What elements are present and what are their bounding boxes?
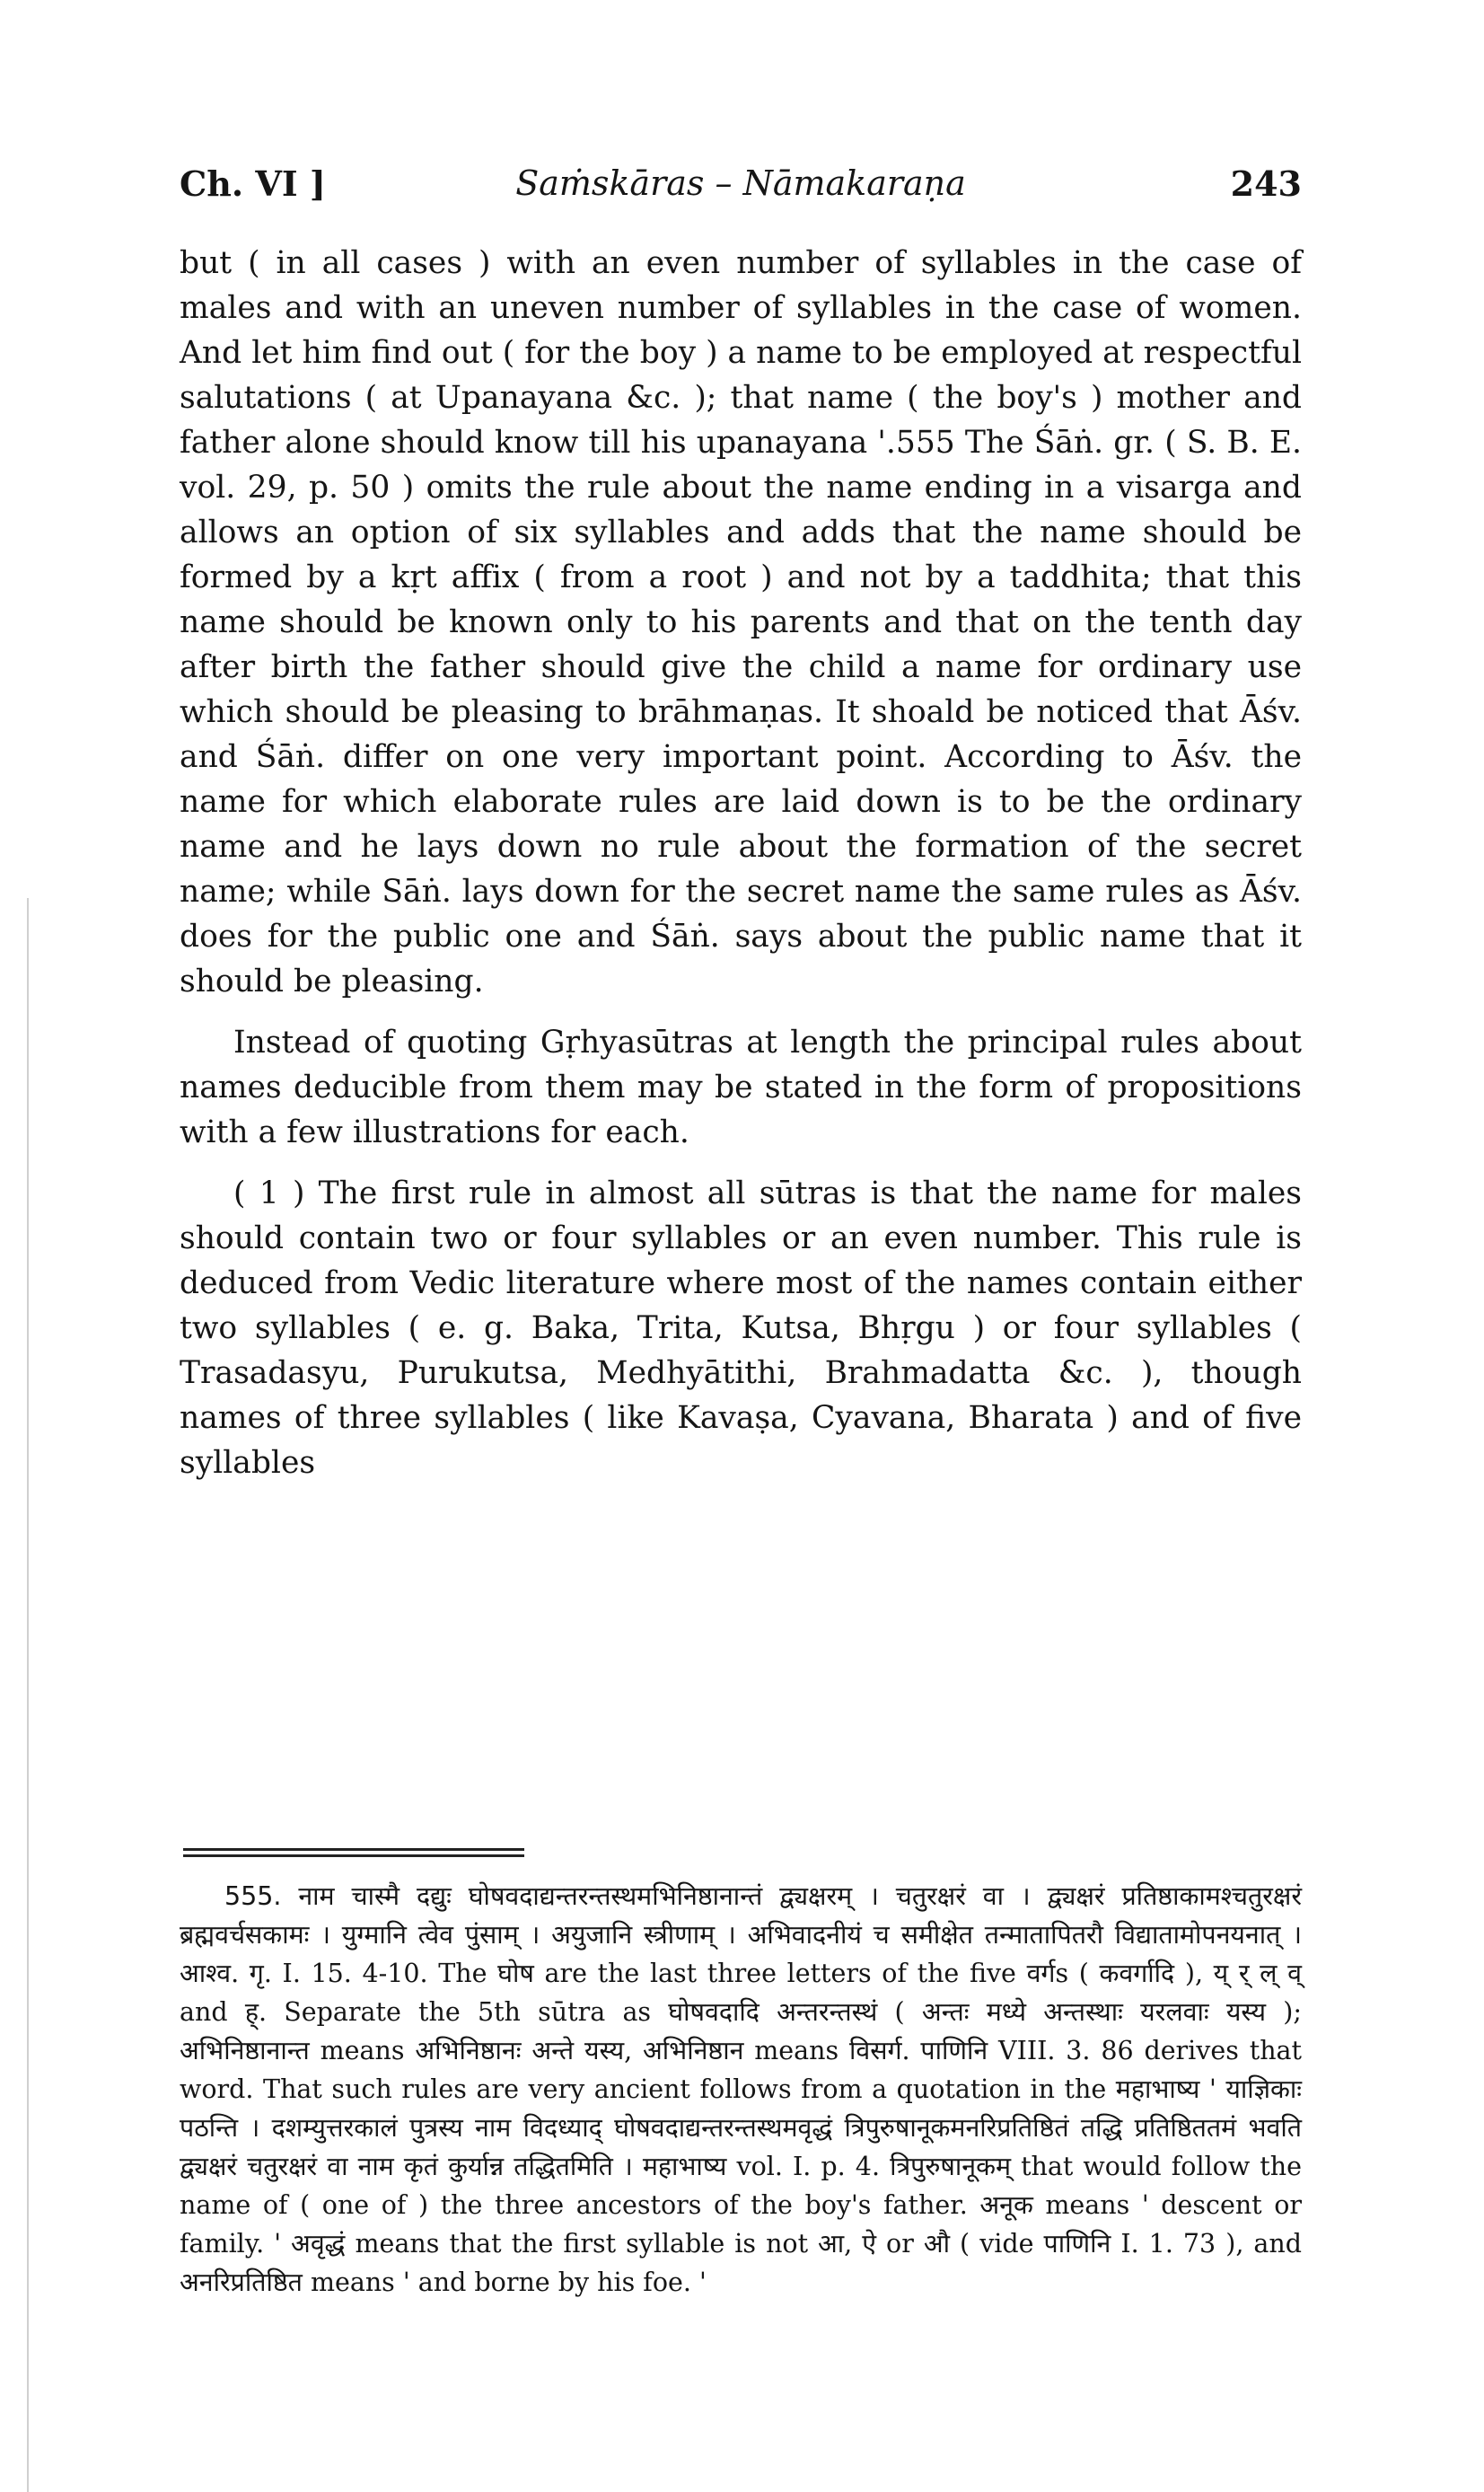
paragraph-2: Instead of quoting Gṛhyasūtras at length the principal rules about names deducible from them may be stated in the form of propositions with a few illustrations for each.	[180, 1025, 1302, 1150]
page-number: 243	[1230, 163, 1302, 204]
chapter-label: Ch. VI ]	[180, 163, 326, 204]
main-text	[180, 241, 1302, 1501]
scan-margin-line	[27, 898, 29, 2492]
footnote-text: नाम चास्मै दद्युः घोषवदाद्यन्तरन्तस्थमभिनिष्ठानान्तं द्व्यक्षरम् । चतुरक्षरं वा । द्व्यक्षरं प्रतिष्ठाकामश्चतुरक्षरं ब्रह्मवर्चसकामः । युग्मानि त्वेव पुंसाम् । अयुजानि स्त्रीणाम् । अभिवादनीयं च समीक्षेत तन्मातापितरौ विद्यातामोपनयनात् । आश्व. गृ. I. 15. 4-10. The घोष are the last three letters of the five वर्गs ( कवर्गादि ), य् र् ल् व् and ह्. Separate the 5th sūtra as घोषवदादि अन्तरन्तस्थं ( अन्तः मध्ये अन्तस्थाः यरलवाः यस्य ); अभिनिष्ठानान्त means अभिनिष्ठानः अन्ते यस्य, अभिनिष्ठान means विसर्ग. पाणिनि VIII. 3. 86 derives that word. That such rules are very ancient follows from a quotation in the महाभाष्य ' याज्ञिकाः पठन्ति । दशम्युत्तरकालं पुत्रस्य नाम विदध्याद् घोषवदाद्यन्तरन्तस्थमवृद्धं त्रिपुरुषानूकमनरिप्रतिष्ठितं तद्धि प्रतिष्ठिततमं भवति द्व्यक्षरं चतुरक्षरं वा नाम कृतं कुर्यान्न तद्धितमिति । महाभाष्य vol. I. p. 4. त्रिपुरुषानूकम् that would follow the name of ( one of ) the three ancestors of the boy's father. अनूक means ' descent or family. ' अवृद्धं means that the first syllable is not आ, ऐ or औ ( vide पाणिनि I. 1. 73 ), and अनरिप्रतिष्ठित means ' and borne by his foe. '	[180, 1881, 1302, 2297]
paragraph-3: ( 1 ) The first rule in almost all sūtras is that the name for males should contain two or four syllables or an even number. This rule is deduced from Vedic literature where most of the names contain either two syllables ( e. g. Baka, Trita, Kutsa, Bhṛgu ) or four syllables ( Trasadasyu, Purukutsa, Medhyātithi, Brahmadatta &c. ), though names of three syllables ( like Kavaṣa, Cyavana, Bharata ) and of five syllables	[180, 1176, 1302, 1481]
page-header	[180, 163, 1302, 217]
footnote-555	[180, 1877, 1302, 2302]
paragraph-1: but ( in all cases ) with an even number of syllables in the case of males and with an uneven number of syllables in the case of women. And let him find out ( for the boy ) a name to be employed at respectful salutations ( at Upanayana &c. ); that name ( the boy's ) mother and father alone should know till his upanayana '.555 The Śāṅ. gr. ( S. B. E. vol. 29, p. 50 ) omits the rule about the name ending in a visarga and allows an option of six syllables and adds that the name should be formed by a kṛt affix ( from a root ) and not by a taddhita; that this name should be known only to his parents and that on the tenth day after birth the father should give the child a name for ordinary use which should be pleasing to brāhmaṇas. It shoald be noticed that Āśv. and Śāṅ. differ on one very important point. According to Āśv. the name for which elaborate rules are laid down is to be the ordinary name and he lays down no rule about the formation of the secret name; while Sāṅ. lays down for the secret name the same rules as Āśv. does for the public one and Śāṅ. says about the public name that it should be pleasing.	[180, 245, 1302, 999]
footnote-separator	[183, 1848, 524, 1857]
footnote-body	[180, 1877, 1302, 2302]
footnote-number: 555.	[224, 1881, 282, 1911]
running-title: Saṁskāras – Nāmakaraṇa	[515, 163, 966, 203]
